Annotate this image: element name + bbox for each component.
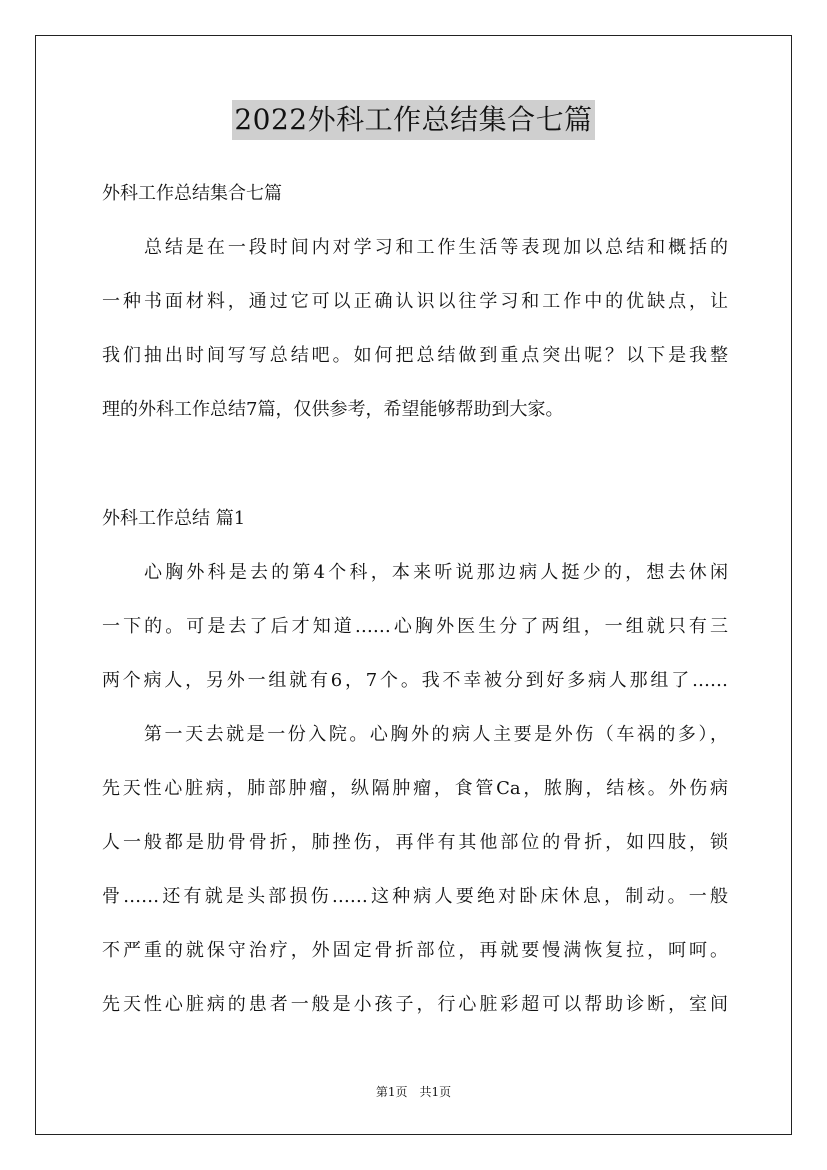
paragraph-line: 两个病人，另外一组就有6，7个。我不幸被分到好多病人那组了…… xyxy=(102,670,728,691)
paragraph-line: 人一般都是肋骨骨折，肺挫伤，再伴有其他部位的骨折，如四肢，锁 xyxy=(102,832,728,853)
paragraph-line: 骨……还有就是头部损伤……这种病人要绝对卧床休息，制动。一般 xyxy=(102,886,728,907)
paragraph-line: 一下的。可是去了后才知道……心胸外医生分了两组，一组就只有三 xyxy=(102,616,728,637)
intro-line: 理的外科工作总结7篇，仅供参考，希望能够帮助到大家。 xyxy=(102,399,564,420)
intro-line: 我们抽出时间写写总结吧。如何把总结做到重点突出呢？以下是我整 xyxy=(102,345,728,366)
paragraph-line: 第一天去就是一份入院。心胸外的病人主要是外伤（车祸的多）， xyxy=(144,724,728,745)
intro-line: 总结是在一段时间内对学习和工作生活等表现加以总结和概括的 xyxy=(144,237,728,258)
paragraph-line: 心胸外科是去的第4个科，本来听说那边病人挺少的，想去休闲 xyxy=(144,562,728,583)
section-heading: 外科工作总结 篇1 xyxy=(102,508,246,529)
intro-line: 一种书面材料，通过它可以正确认识以往学习和工作中的优缺点，让 xyxy=(102,291,728,312)
paragraph-line: 不严重的就保守治疗，外固定骨折部位，再就要慢满恢复拉，呵呵。 xyxy=(102,940,728,961)
paragraph-line: 先天性心脏病，肺部肿瘤，纵隔肿瘤，食管Ca，脓胸，结核。外伤病 xyxy=(102,778,728,799)
page-footer: 第1页 共1页 xyxy=(375,1085,452,1099)
title-block xyxy=(0,100,827,140)
paragraph-line: 先天性心脏病的患者一般是小孩子，行心脏彩超可以帮助诊断，室间 xyxy=(102,994,728,1015)
document-title: 2022外科工作总结集合七篇 xyxy=(232,100,594,140)
document-heading: 外科工作总结集合七篇 xyxy=(102,183,282,204)
